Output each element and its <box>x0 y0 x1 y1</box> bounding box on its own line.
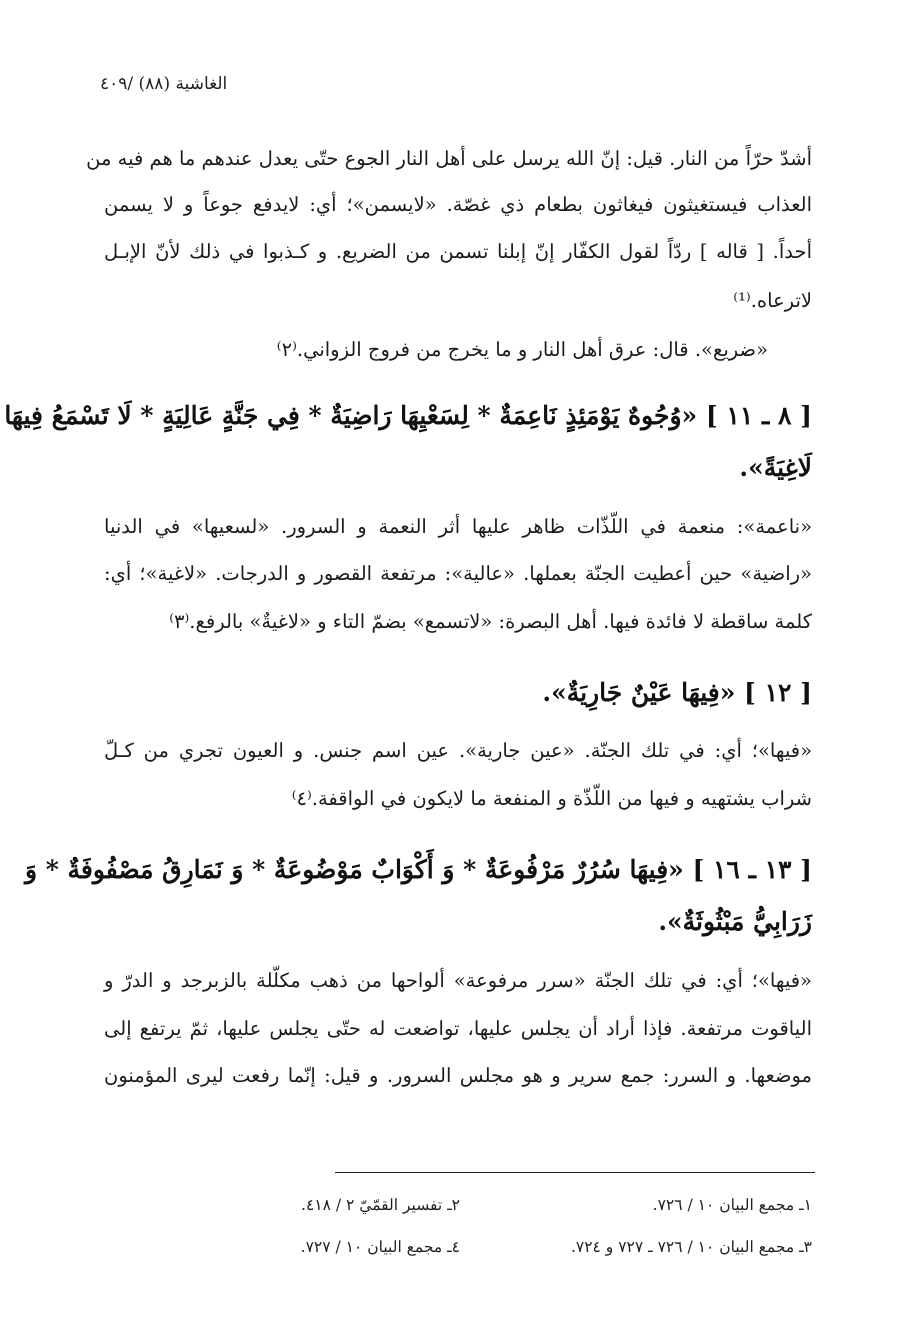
text-line: لاترعاه.⁽¹⁾ <box>733 289 812 312</box>
text-line: موضعها. و السرر: جمع سرير و هو مجلس السرور. و قيل: إنّما رفعت ليرى المؤمنون <box>104 1064 812 1087</box>
footnote-1: ١ـ مجمع البيان ١٠ / ٧٢٦. <box>652 1196 812 1214</box>
quran-verse-line: [ ١٣ ـ ١٦ ] «فِيهَا سُرُرٌ مَرْفُوعَةٌ * وَ أَكْوَابٌ مَوْضُوعَةٌ * وَ نَمَارِقُ مَصْفُوفَةٌ * وَ <box>24 855 812 884</box>
quran-verse-line: [ ١٢ ] «فِيهَا عَيْنٌ جَارِيَةٌ». <box>542 678 812 707</box>
text-line: الياقوت مرتفعة. فإذا أراد أن يجلس عليها، تواضعت له حتّى يجلس عليها، ثمّ يرتفع إلى <box>104 1017 812 1040</box>
quran-verse-line: لَاغِيَةً». <box>739 453 812 482</box>
text-line: «فيها»؛ أي: في تلك الجنّة «سرر مرفوعة» ألواحها من ذهب مكلّلة بالزبرجد و الدرّ و <box>104 969 812 992</box>
quran-verse-line: زَرَابِيُّ مَبْثُوثَةٌ». <box>658 907 812 936</box>
text-line: أحداً. [ قاله ] ردّاً لقول الكفّار إنّ إبلنا تسمن من الضريع. و كـذبوا في ذلك لأنّ الإبـل <box>104 240 812 263</box>
text-line: أشدّ حرّاً من النار. قيل: إنّ الله يرسل على أهل النار الجوع حتّى يعدل عندهم ما هم فيه من <box>86 147 812 170</box>
footnote-2: ٢ـ تفسير القمّيّ ٢ / ٤١٨. <box>301 1196 460 1214</box>
running-header: الغاشية (٨٨) /٤٠٩ <box>100 74 228 94</box>
text-line: «ضريع». قال: عرق أهل النار و ما يخرج من فروج الزواني.⁽٢⁾ <box>276 338 768 361</box>
text-line: العذاب فيستغيثون فيغاثون بطعام ذي غصّة. «لايسمن»؛ أي: لايدفع جوعاً و لا يسمن <box>104 193 812 216</box>
text-line: شراب يشتهيه و فيها من اللّذّة و المنفعة ما لايكون في الواقفة.⁽٤⁾ <box>291 787 812 810</box>
text-line: كلمة ساقطة لا فائدة فيها. أهل البصرة: «لاتسمع» بضمّ التاء و «لاغيةٌ» بالرفع.⁽٣⁾ <box>169 610 812 633</box>
text-line: «راضية» حين أعطيت الجنّة بعملها. «عالية»: مرتفعة القصور و الدرجات. «لاغية»؛ أي: <box>104 562 812 585</box>
quran-verse-line: [ ٨ ـ ١١ ] «وُجُوهٌ يَوْمَئِذٍ نَاعِمَةٌ * لِسَعْيِهَا رَاضِيَةٌ * فِي جَنَّةٍ عَالِيَةٍ * لَا تَسْمَعُ فِيهَا <box>4 401 812 430</box>
footnote-4: ٤ـ مجمع البيان ١٠ / ٧٢٧. <box>300 1238 460 1256</box>
text-line: «فيها»؛ أي: في تلك الجنّة. «عين جارية». عين اسم جنس. و العيون تجري من كـلّ <box>104 739 812 762</box>
text-line: «ناعمة»: منعمة في اللّذّات ظاهر عليها أثر النعمة و السرور. «لسعيها» في الدنيا <box>104 515 812 538</box>
footnote-separator <box>335 1172 815 1173</box>
footnote-3: ٣ـ مجمع البيان ١٠ / ٧٢٦ ـ ٧٢٧ و ٧٢٤. <box>570 1238 812 1256</box>
